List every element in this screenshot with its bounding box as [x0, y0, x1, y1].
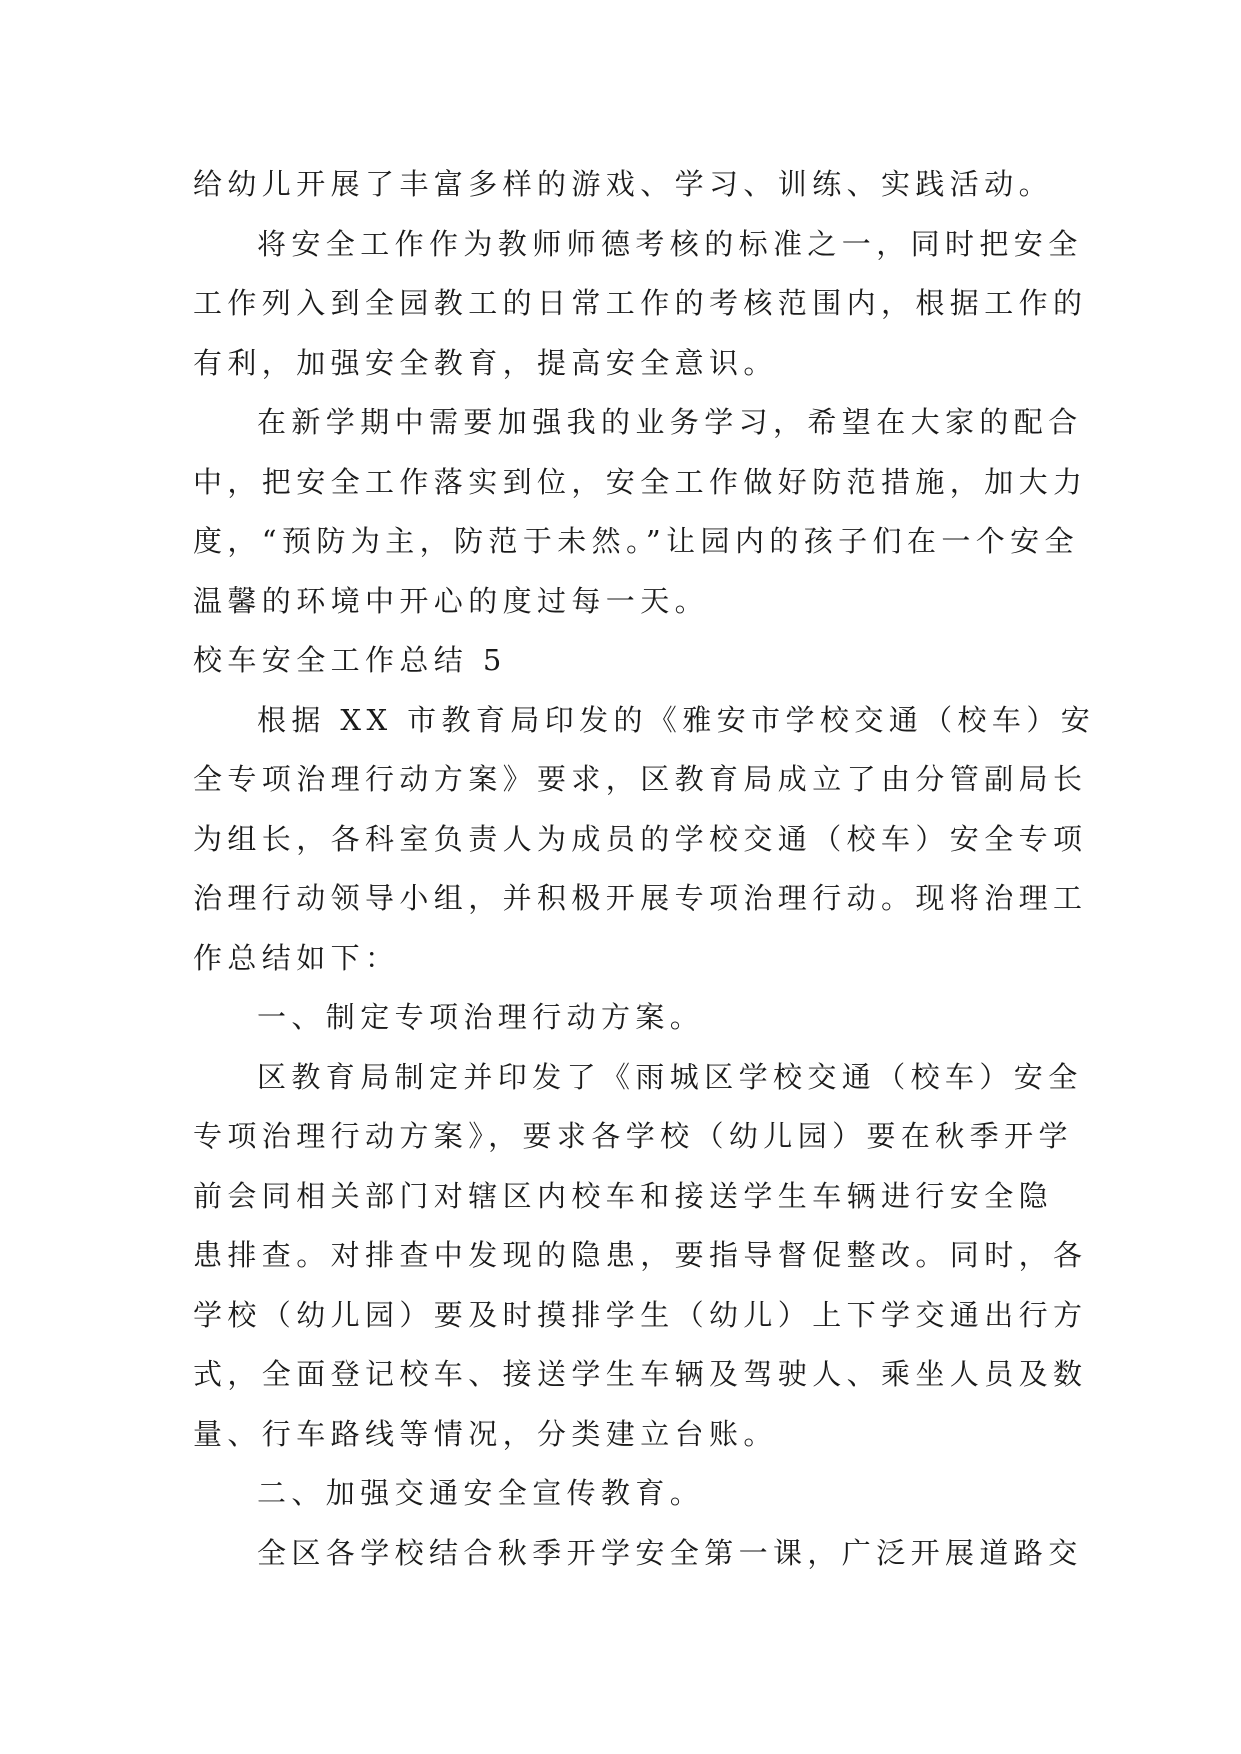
text-line: 温馨的环境中开心的度过每一天。	[193, 583, 710, 618]
text-line: 专项治理行动方案》，要求各学校（幼儿园）要在秋季开学	[193, 1119, 1073, 1153]
text-line: 式，全面登记校车、接送学生车辆及驾驶人、乘坐人员及数	[193, 1357, 1088, 1391]
text-line: 有利，加强安全教育，提高安全意识。	[193, 345, 778, 380]
paragraph-start-line: 将安全工作作为教师师德考核的标准之一，同时把安全	[257, 226, 1083, 261]
text-line: 度，“预防为主，防范于未然。”让园内的孩子们在一个安全	[193, 524, 1079, 558]
text-line: 前会同相关部门对辖区内校车和接送学生车辆进行安全隐	[193, 1178, 1054, 1213]
text-line: 全专项治理行动方案》要求，区教育局成立了由分管副局长	[193, 762, 1088, 796]
text-line: 治理行动领导小组，并积极开展专项治理行动。现将治理工	[193, 881, 1088, 915]
document-body	[193, 155, 1096, 1583]
text-line: 为组长，各科室负责人为成员的学校交通（校车）安全专项	[193, 821, 1088, 856]
section-heading: 校车安全工作总结 5	[193, 643, 507, 677]
text-line: 中，把安全工作落实到位，安全工作做好防范措施，加大力	[193, 464, 1088, 499]
text-line: 量、行车路线等情况，分类建立台账。	[193, 1416, 778, 1451]
subheading-line: 二、加强交通安全宣传教育。	[257, 1476, 705, 1510]
subheading-line: 一、制定专项治理行动方案。	[257, 1000, 705, 1034]
paragraph-start-line: 根据 XX 市教育局印发的《雅安市学校交通（校车）安	[257, 702, 1096, 737]
paragraph-start-line: 区教育局制定并印发了《雨城区学校交通（校车）安全	[257, 1059, 1083, 1094]
text-line: 工作列入到全园教工的日常工作的考核范围内，根据工作的	[193, 286, 1088, 320]
paragraph-start-line: 全区各学校结合秋季开学安全第一课，广泛开展道路交	[257, 1535, 1083, 1570]
text-line: 学校（幼儿园）要及时摸排学生（幼儿）上下学交通出行方	[193, 1297, 1088, 1332]
text-line: 患排查。对排查中发现的隐患，要指导督促整改。同时，各	[193, 1238, 1088, 1272]
text-line: 给幼儿开展了丰富多样的游戏、学习、训练、实践活动。	[193, 167, 1054, 201]
paragraph-start-line: 在新学期中需要加强我的业务学习，希望在大家的配合	[257, 405, 1083, 439]
text-line: 作总结如下：	[193, 940, 400, 975]
